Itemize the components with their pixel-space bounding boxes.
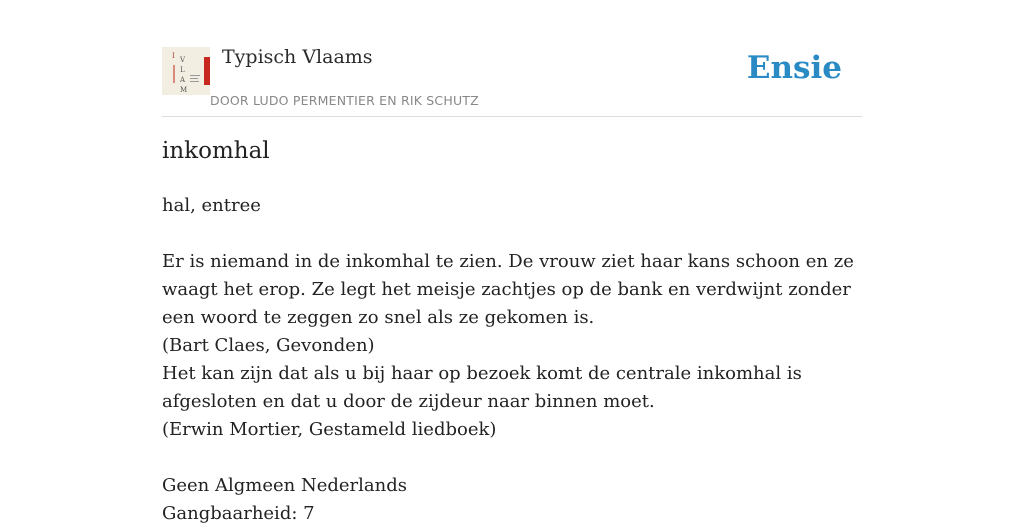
definition-text: hal, entree [162, 195, 261, 216]
book-cover-icon[interactable] [162, 47, 210, 95]
byline: DOOR LUDO PERMENTIER EN RIK SCHUTZ [210, 93, 479, 108]
svg-text:I: I [172, 52, 175, 60]
entry-term: inkomhal [162, 138, 270, 164]
svg-text:V: V [180, 56, 186, 64]
entry-content [162, 192, 862, 528]
example-quote-2-source: (Erwin Mortier, Gestameld liedboek) [162, 419, 497, 440]
ensie-logo-link[interactable]: Ensie [746, 50, 842, 86]
example-quote-1-source: (Bart Claes, Gevonden) [162, 335, 375, 356]
svg-text:L: L [180, 66, 185, 74]
svg-text:A: A [180, 76, 186, 84]
svg-text:M: M [180, 86, 188, 94]
paragraph-gap [162, 220, 862, 248]
source-title[interactable]: Typisch Vlaams [222, 46, 373, 68]
language-note: Geen Algmeen Nederlands [162, 475, 407, 496]
example-quote-1: Er is niemand in de inkomhal te zien. De vrouw ziet haar kans schoon en ze waagt het erop. Ze legt het meisje zachtjes op de bank en verdwijnt zonder een woord te zeggen zo snel als ze gekomen is. [162, 251, 854, 328]
example-quote-2: Het kan zijn dat als u bij haar op bezoek komt de centrale inkomhal is afgesloten en dat u door de zijdeur naar binnen moet. [162, 363, 802, 412]
paragraph-gap [162, 444, 862, 472]
usage-frequency: Gangbaarheid: 7 [162, 503, 315, 524]
source-header [162, 40, 862, 117]
